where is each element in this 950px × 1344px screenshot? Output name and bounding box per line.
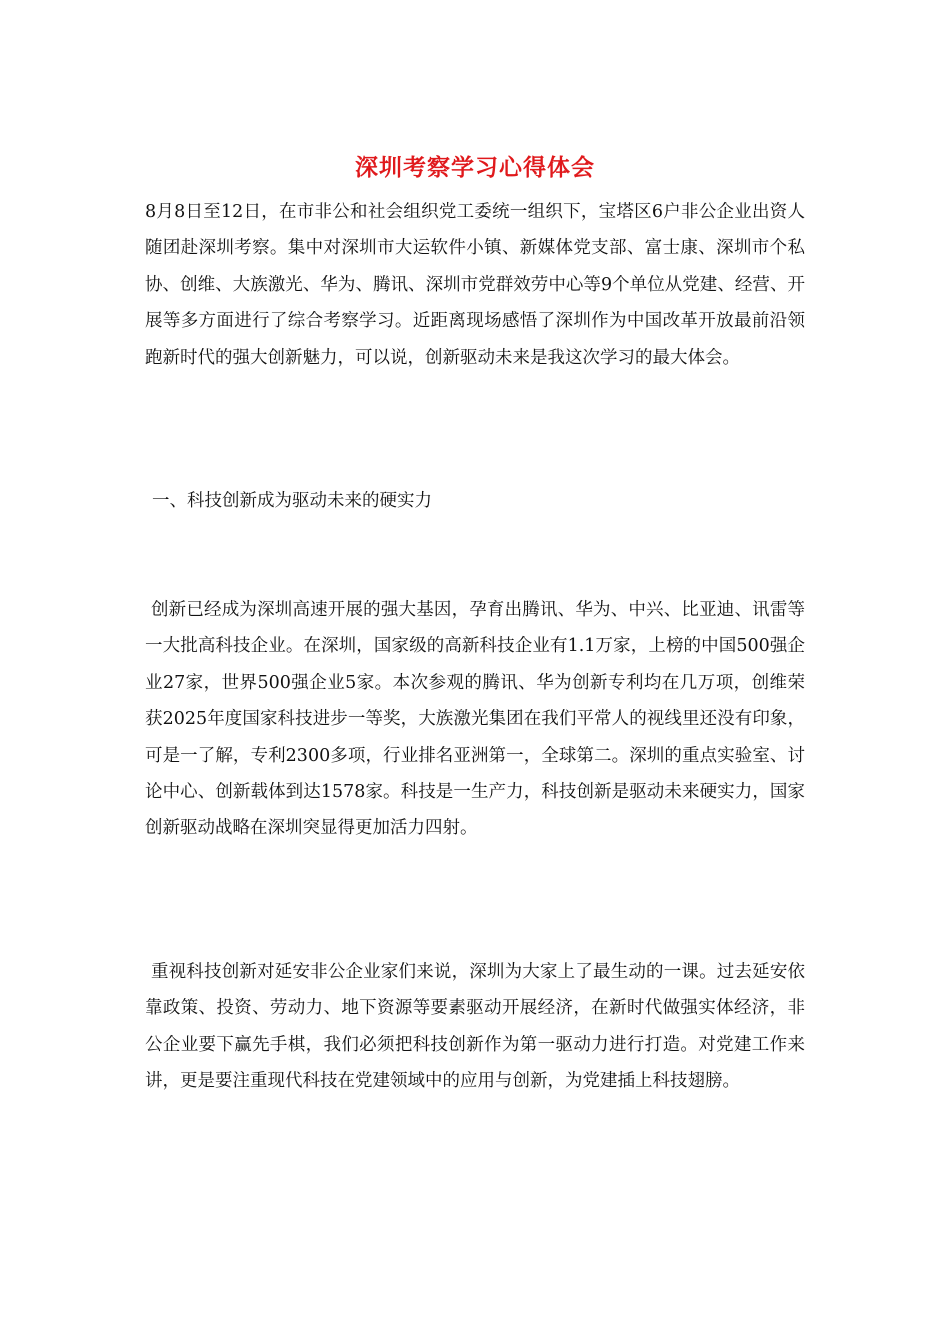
body-paragraph-yanan: 重视科技创新对延安非公企业家们来说，深圳为大家上了最生动的一课。过去延安依靠政策、投资、劳动力、地下资源等要素驱动开展经济，在新时代做强实体经济，非公企业要下赢先手棋，我们必须把科技创新作为第一驱动力进行打造。对党建工作来讲，更是要注重现代科技在党建领域中的应用与创新，为党建插上科技翅膀。 — [145, 962, 805, 1092]
body-paragraph-innovation: 创新已经成为深圳高速开展的强大基因，孕育出腾讯、华为、中兴、比亚迪、讯雷等一大批高科技企业。在深圳，国家级的高新科技企业有1.1万家，上榜的中国500强企业27家，世界500强企业5家。本次参观的腾讯、华为创新专利均在几万项，创维荣获2025年度国家科技进步一等奖，大族激光集团在我们平常人的视线里还没有印象，可是一了解，专利2300多项，行业排名亚洲第一，全球第二。深圳的重点实验室、讨论中心、创新载体到达1578家。科技是一生产力，科技创新是驱动未来硬实力，国家创新驱动战略在深圳突显得更加活力四射。 — [145, 600, 805, 839]
document-title: 深圳考察学习心得体会 — [355, 154, 595, 181]
section-heading: 一、科技创新成为驱动未来的硬实力 — [152, 491, 432, 511]
intro-paragraph: 8月8日至12日，在市非公和社会组织党工委统一组织下，宝塔区6户非公企业出资人随团赴深圳考察。集中对深圳市大运软件小镇、新媒体党支部、富士康、深圳市个私协、创维、大族激光、华为、腾讯、深圳市党群效劳中心等9个单位从党建、经营、开展等多方面进行了综合考察学习。近距离现场感悟了深圳作为中国改革开放最前沿领跑新时代的强大创新魅力，可以说，创新驱动未来是我这次学习的最大体会。 — [145, 202, 805, 368]
